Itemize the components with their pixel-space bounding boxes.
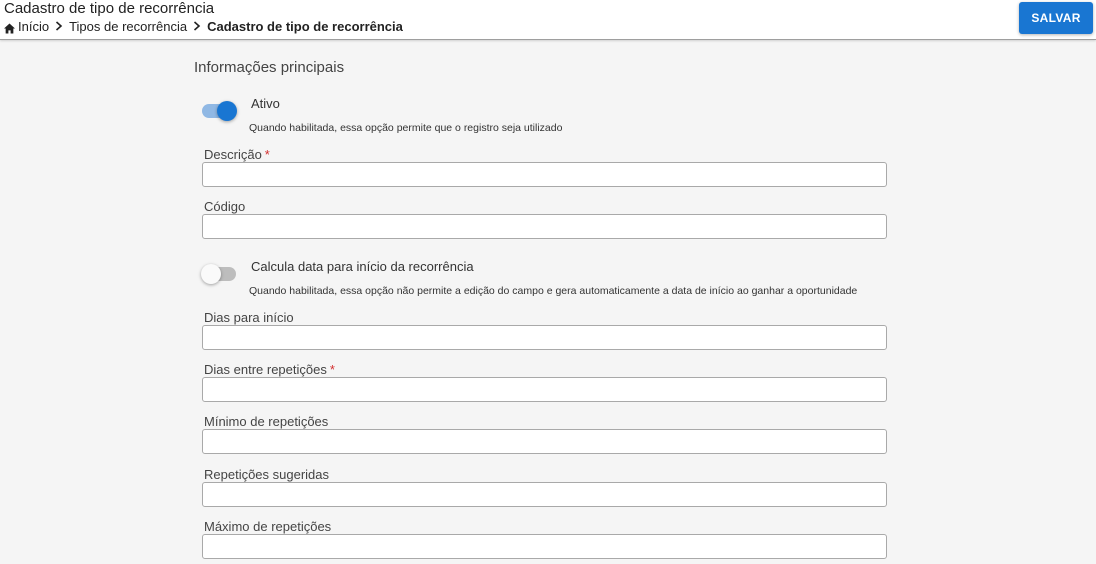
minimo-repeticoes-input[interactable] — [202, 429, 887, 454]
repeticoes-sugeridas-input[interactable] — [202, 482, 887, 507]
toggle-thumb — [217, 101, 237, 121]
maximo-repeticoes-label: Máximo de repetições — [204, 519, 332, 534]
breadcrumb-home-link[interactable]: Início — [18, 19, 50, 34]
codigo-input[interactable] — [202, 214, 887, 239]
breadcrumb-parent-link[interactable]: Tipos de recorrência — [69, 19, 188, 34]
dias-inicio-input[interactable] — [202, 325, 887, 350]
dias-inicio-label: Dias para início — [204, 310, 294, 325]
dias-repeticoes-label: Dias entre repetições * — [204, 362, 335, 377]
breadcrumb — [4, 19, 403, 35]
ativo-label: Ativo — [251, 96, 280, 111]
dias-repeticoes-input[interactable] — [202, 377, 887, 402]
top-bar — [0, 0, 1096, 40]
toggle-thumb — [201, 264, 221, 284]
descricao-input[interactable] — [202, 162, 887, 187]
calcula-data-toggle[interactable] — [202, 267, 236, 281]
calcula-data-label: Calcula data para início da recorrência — [251, 259, 474, 274]
section-title: Informações principais — [194, 59, 345, 76]
page-title: Cadastro de tipo de recorrência — [4, 0, 215, 17]
codigo-label: Código — [204, 199, 246, 214]
ativo-toggle[interactable] — [202, 104, 236, 118]
chevron-right-icon — [52, 19, 66, 35]
minimo-repeticoes-label: Mínimo de repetições — [204, 414, 329, 429]
required-mark: * — [264, 147, 270, 162]
required-mark: * — [329, 362, 335, 377]
calcula-data-hint: Quando habilitada, essa opção não permite a edição do campo e gera automaticamente a data de início ao ganhar a oportunidade — [249, 285, 858, 297]
descricao-label: Descrição * — [204, 147, 270, 162]
home-icon[interactable] — [4, 22, 15, 33]
ativo-hint: Quando habilitada, essa opção permite que o registro seja utilizado — [249, 122, 563, 134]
repeticoes-sugeridas-label: Repetições sugeridas — [204, 467, 330, 482]
maximo-repeticoes-input[interactable] — [202, 534, 887, 559]
save-button[interactable]: SALVAR — [1019, 2, 1093, 34]
chevron-right-icon — [190, 19, 204, 35]
breadcrumb-current: Cadastro de tipo de recorrência — [207, 19, 403, 34]
